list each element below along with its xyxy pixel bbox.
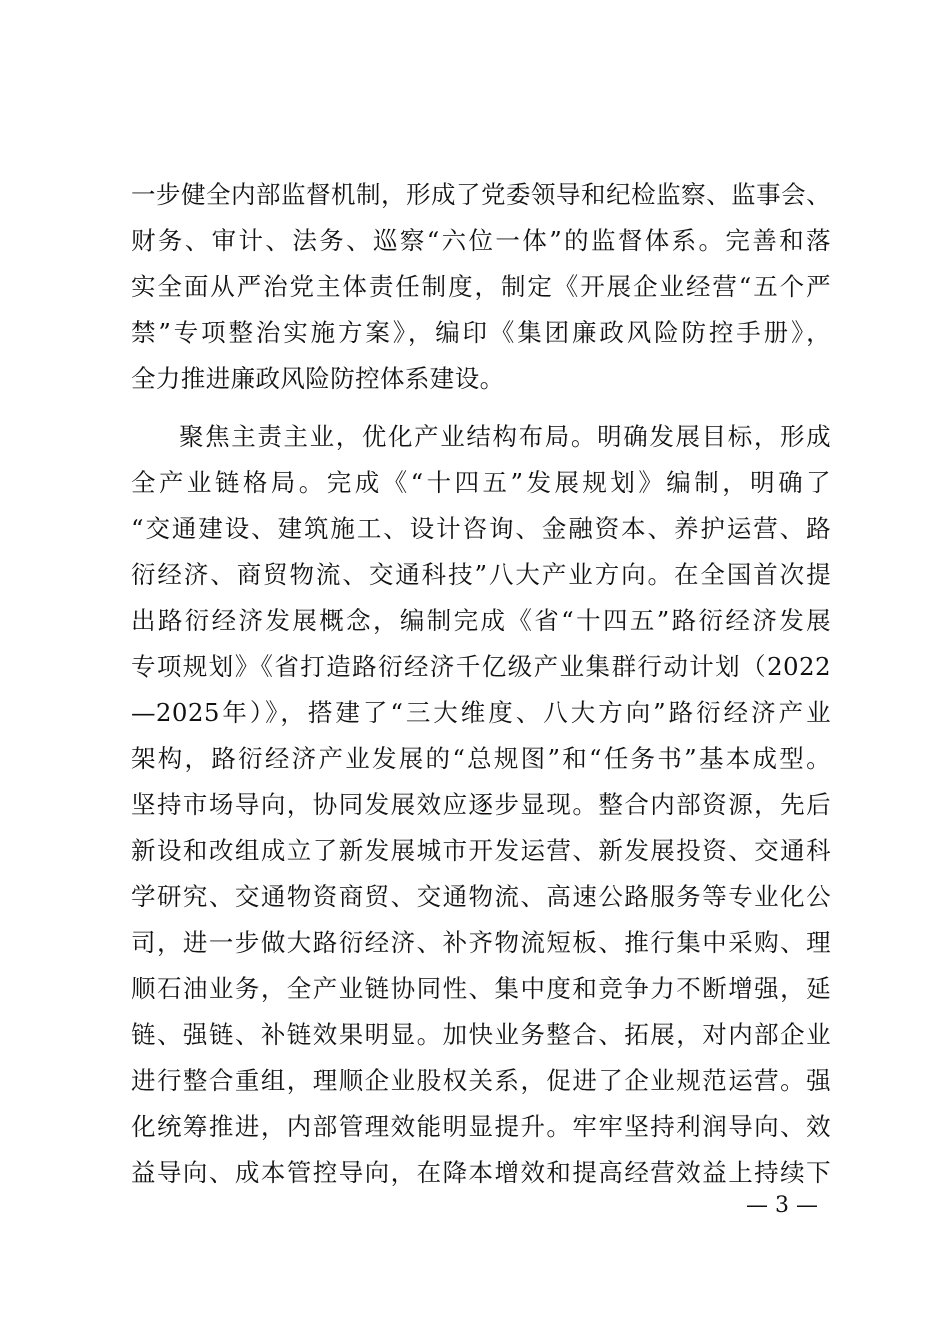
paragraph-gap <box>131 402 831 414</box>
text-line: 全力推进廉政风险防控体系建设。 <box>131 364 505 393</box>
text-line: —2025年）》，搭建了“三大维度、八大方向”路衍经济产业 <box>131 698 831 727</box>
text-line: “交通建设、建筑施工、设计咨询、金融资本、养护运营、路 <box>131 514 831 543</box>
text-line: 出路衍经济发展概念，编制完成《省“十四五”路衍经济发展 <box>131 606 831 635</box>
body-text <box>131 172 831 1196</box>
text-line: 禁”专项整治实施方案》，编印《集团廉政风险防控手册》， <box>131 318 831 347</box>
paragraph-1 <box>131 172 831 402</box>
text-line: 架构，路衍经济产业发展的“总规图”和“任务书”基本成型。 <box>131 744 831 773</box>
text-line: 衍经济、商贸物流、交通科技”八大产业方向。在全国首次提 <box>131 560 831 589</box>
text-line: 益导向、成本管控导向，在降本增效和提高经营效益上持续下 <box>131 1158 831 1187</box>
text-line: 一步健全内部监督机制，形成了党委领导和纪检监察、监事会、 <box>131 180 831 209</box>
text-line: 实全面从严治党主体责任制度，制定《开展企业经营“五个严 <box>131 272 831 301</box>
text-line: 司，进一步做大路衍经济、补齐物流短板、推行集中采购、理 <box>131 928 831 957</box>
text-line: 学研究、交通物资商贸、交通物流、高速公路服务等专业化公 <box>131 882 831 911</box>
text-line: 全产业链格局。完成《“十四五”发展规划》编制，明确了 <box>131 468 831 497</box>
text-line: 顺石油业务，全产业链协同性、集中度和竞争力不断增强，延 <box>131 974 831 1003</box>
text-line: 财务、审计、法务、巡察“六位一体”的监督体系。完善和落 <box>131 226 831 255</box>
text-line: 链、强链、补链效果明显。加快业务整合、拓展，对内部企业 <box>131 1020 831 1049</box>
paragraph-2 <box>131 414 831 1196</box>
text-line: 化统筹推进，内部管理效能明显提升。牢牢坚持利润导向、效 <box>131 1112 831 1141</box>
text-line: 聚焦主责主业，优化产业结构布局。明确发展目标，形成 <box>179 422 831 451</box>
text-line: 专项规划》《省打造路衍经济千亿级产业集群行动计划（2022 <box>131 652 831 681</box>
text-line: 新设和改组成立了新发展城市开发运营、新发展投资、交通科 <box>131 836 831 865</box>
page-number: — 3 — <box>746 1193 818 1218</box>
text-line: 进行整合重组，理顺企业股权关系，促进了企业规范运营。强 <box>131 1066 831 1095</box>
text-line: 坚持市场导向，协同发展效应逐步显现。整合内部资源，先后 <box>131 790 831 819</box>
